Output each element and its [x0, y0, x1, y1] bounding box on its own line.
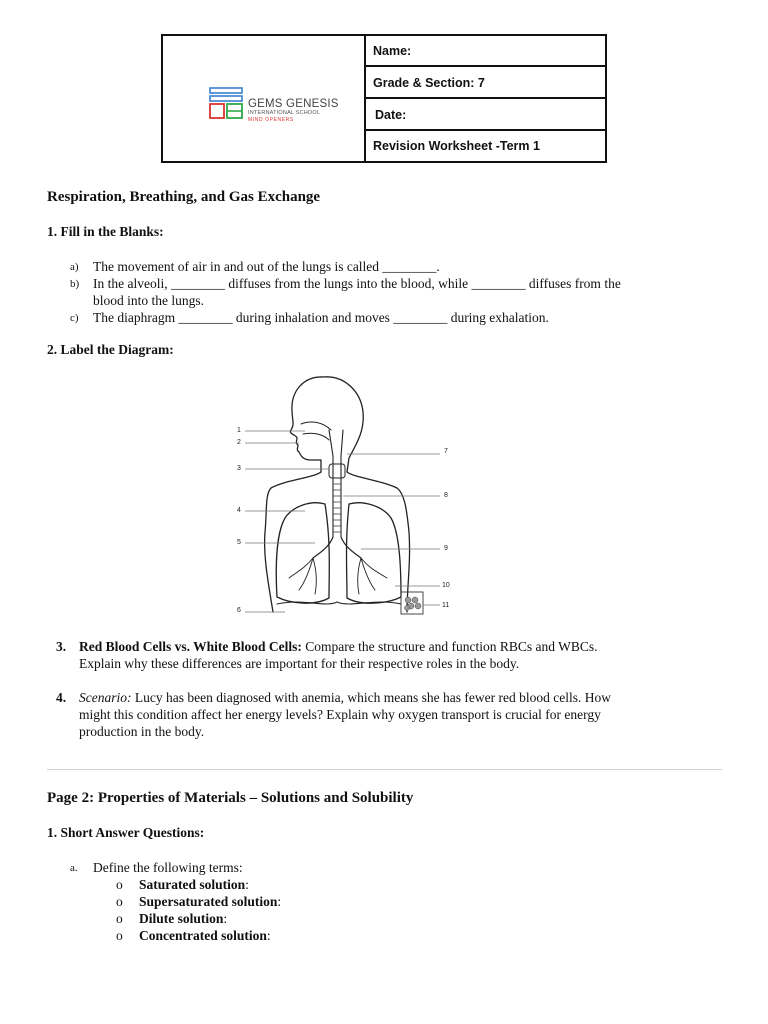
list-item [47, 309, 727, 326]
diagram-label-7: 7 [444, 448, 448, 455]
section-title: Page 2: Properties of Materials – Solutions and Solubility [47, 790, 414, 806]
bullet-marker: o [116, 894, 123, 909]
list-item-text: The diaphragm ________ during inhalation and moves ________ during exhalation. [93, 310, 549, 325]
list-item [47, 910, 727, 927]
header-table [161, 34, 607, 163]
logo-name: GEMS GENESIS [248, 98, 339, 110]
name-field-label: Name: [366, 36, 605, 67]
list-item-text-continued: blood into the lungs. [93, 293, 204, 308]
question-text-rest: Lucy has been diagnosed with anemia, which means she has fewer red blood cells. How [131, 690, 611, 705]
diagram-label-2: 2 [237, 439, 241, 446]
school-logo-icon [209, 87, 243, 120]
bullet-marker: o [116, 911, 123, 926]
list-marker: a. [70, 862, 78, 874]
list-item [47, 927, 727, 944]
question-text-continued: production in the body. [79, 724, 205, 739]
term-label: Dilute solution [139, 911, 224, 926]
diagram-label-4: 4 [237, 507, 241, 514]
bullet-marker: o [116, 877, 123, 892]
list-item [47, 893, 727, 910]
list-item-text: In the alveoli, ________ diffuses from the lungs into the blood, while ________ diffuses from the [93, 276, 621, 291]
diagram-label-10: 10 [442, 582, 450, 589]
term-suffix: : [266, 928, 271, 943]
list-item [47, 275, 727, 309]
term-label: Concentrated solution [139, 928, 267, 943]
grade-section-label: Grade & Section: 7 [366, 68, 605, 99]
respiratory-system-diagram [225, 372, 465, 622]
term-suffix: : [223, 911, 228, 926]
term-label: Saturated solution [139, 877, 246, 892]
list-item [47, 258, 727, 275]
diagram-label-8: 8 [444, 492, 448, 499]
list-marker: c) [70, 312, 79, 324]
question-text [79, 689, 611, 706]
diagram-label-1: 1 [237, 427, 241, 434]
question-text-rest: Compare the structure and function RBCs and WBCs. [301, 639, 598, 654]
logo-text [248, 98, 339, 124]
term-suffix: : [277, 894, 282, 909]
diagram-label-9: 9 [444, 545, 448, 552]
question-italic-lead: Scenario: [79, 690, 132, 705]
list-item-text: The movement of air in and out of the lungs is called ________. [93, 259, 440, 274]
list-item [47, 876, 727, 893]
section-divider [47, 769, 722, 770]
logo-tagline: MIND OPENERS [248, 117, 294, 123]
fill-blanks-list [47, 258, 727, 326]
list-item-text: Define the following terms: [93, 860, 243, 875]
term-label: Supersaturated solution [139, 894, 278, 909]
date-field-label: Date: [366, 100, 605, 131]
diagram-label-3: 3 [237, 465, 241, 472]
question-text-continued: Explain why these differences are important for their respective roles in the body. [79, 656, 520, 671]
question-number: 4. [56, 690, 67, 705]
question-heading: 2. Label the Diagram: [47, 342, 174, 357]
question-heading: 1. Fill in the Blanks: [47, 224, 164, 239]
question-heading: 1. Short Answer Questions: [47, 825, 205, 840]
worksheet-title: Revision Worksheet -Term 1 [373, 139, 540, 153]
term-suffix: : [245, 877, 249, 892]
diagram-label-5: 5 [237, 539, 241, 546]
section-title: Respiration, Breathing, and Gas Exchange [47, 189, 321, 205]
diagram-label-11: 11 [442, 602, 450, 609]
logo-cell [163, 36, 366, 161]
question-number: 3. [56, 639, 67, 654]
question-text-continued: might this condition affect her energy levels? Explain why oxygen transport is crucial for energy [79, 707, 601, 722]
logo-subline: INTERNATIONAL SCHOOL [248, 110, 321, 116]
question-bold-lead: Red Blood Cells vs. White Blood Cells: [79, 639, 302, 654]
bullet-marker: o [116, 928, 123, 943]
diagram-label-6: 6 [237, 607, 241, 614]
question-text [79, 638, 598, 655]
list-marker: b) [70, 278, 80, 290]
list-marker: a) [70, 261, 79, 273]
